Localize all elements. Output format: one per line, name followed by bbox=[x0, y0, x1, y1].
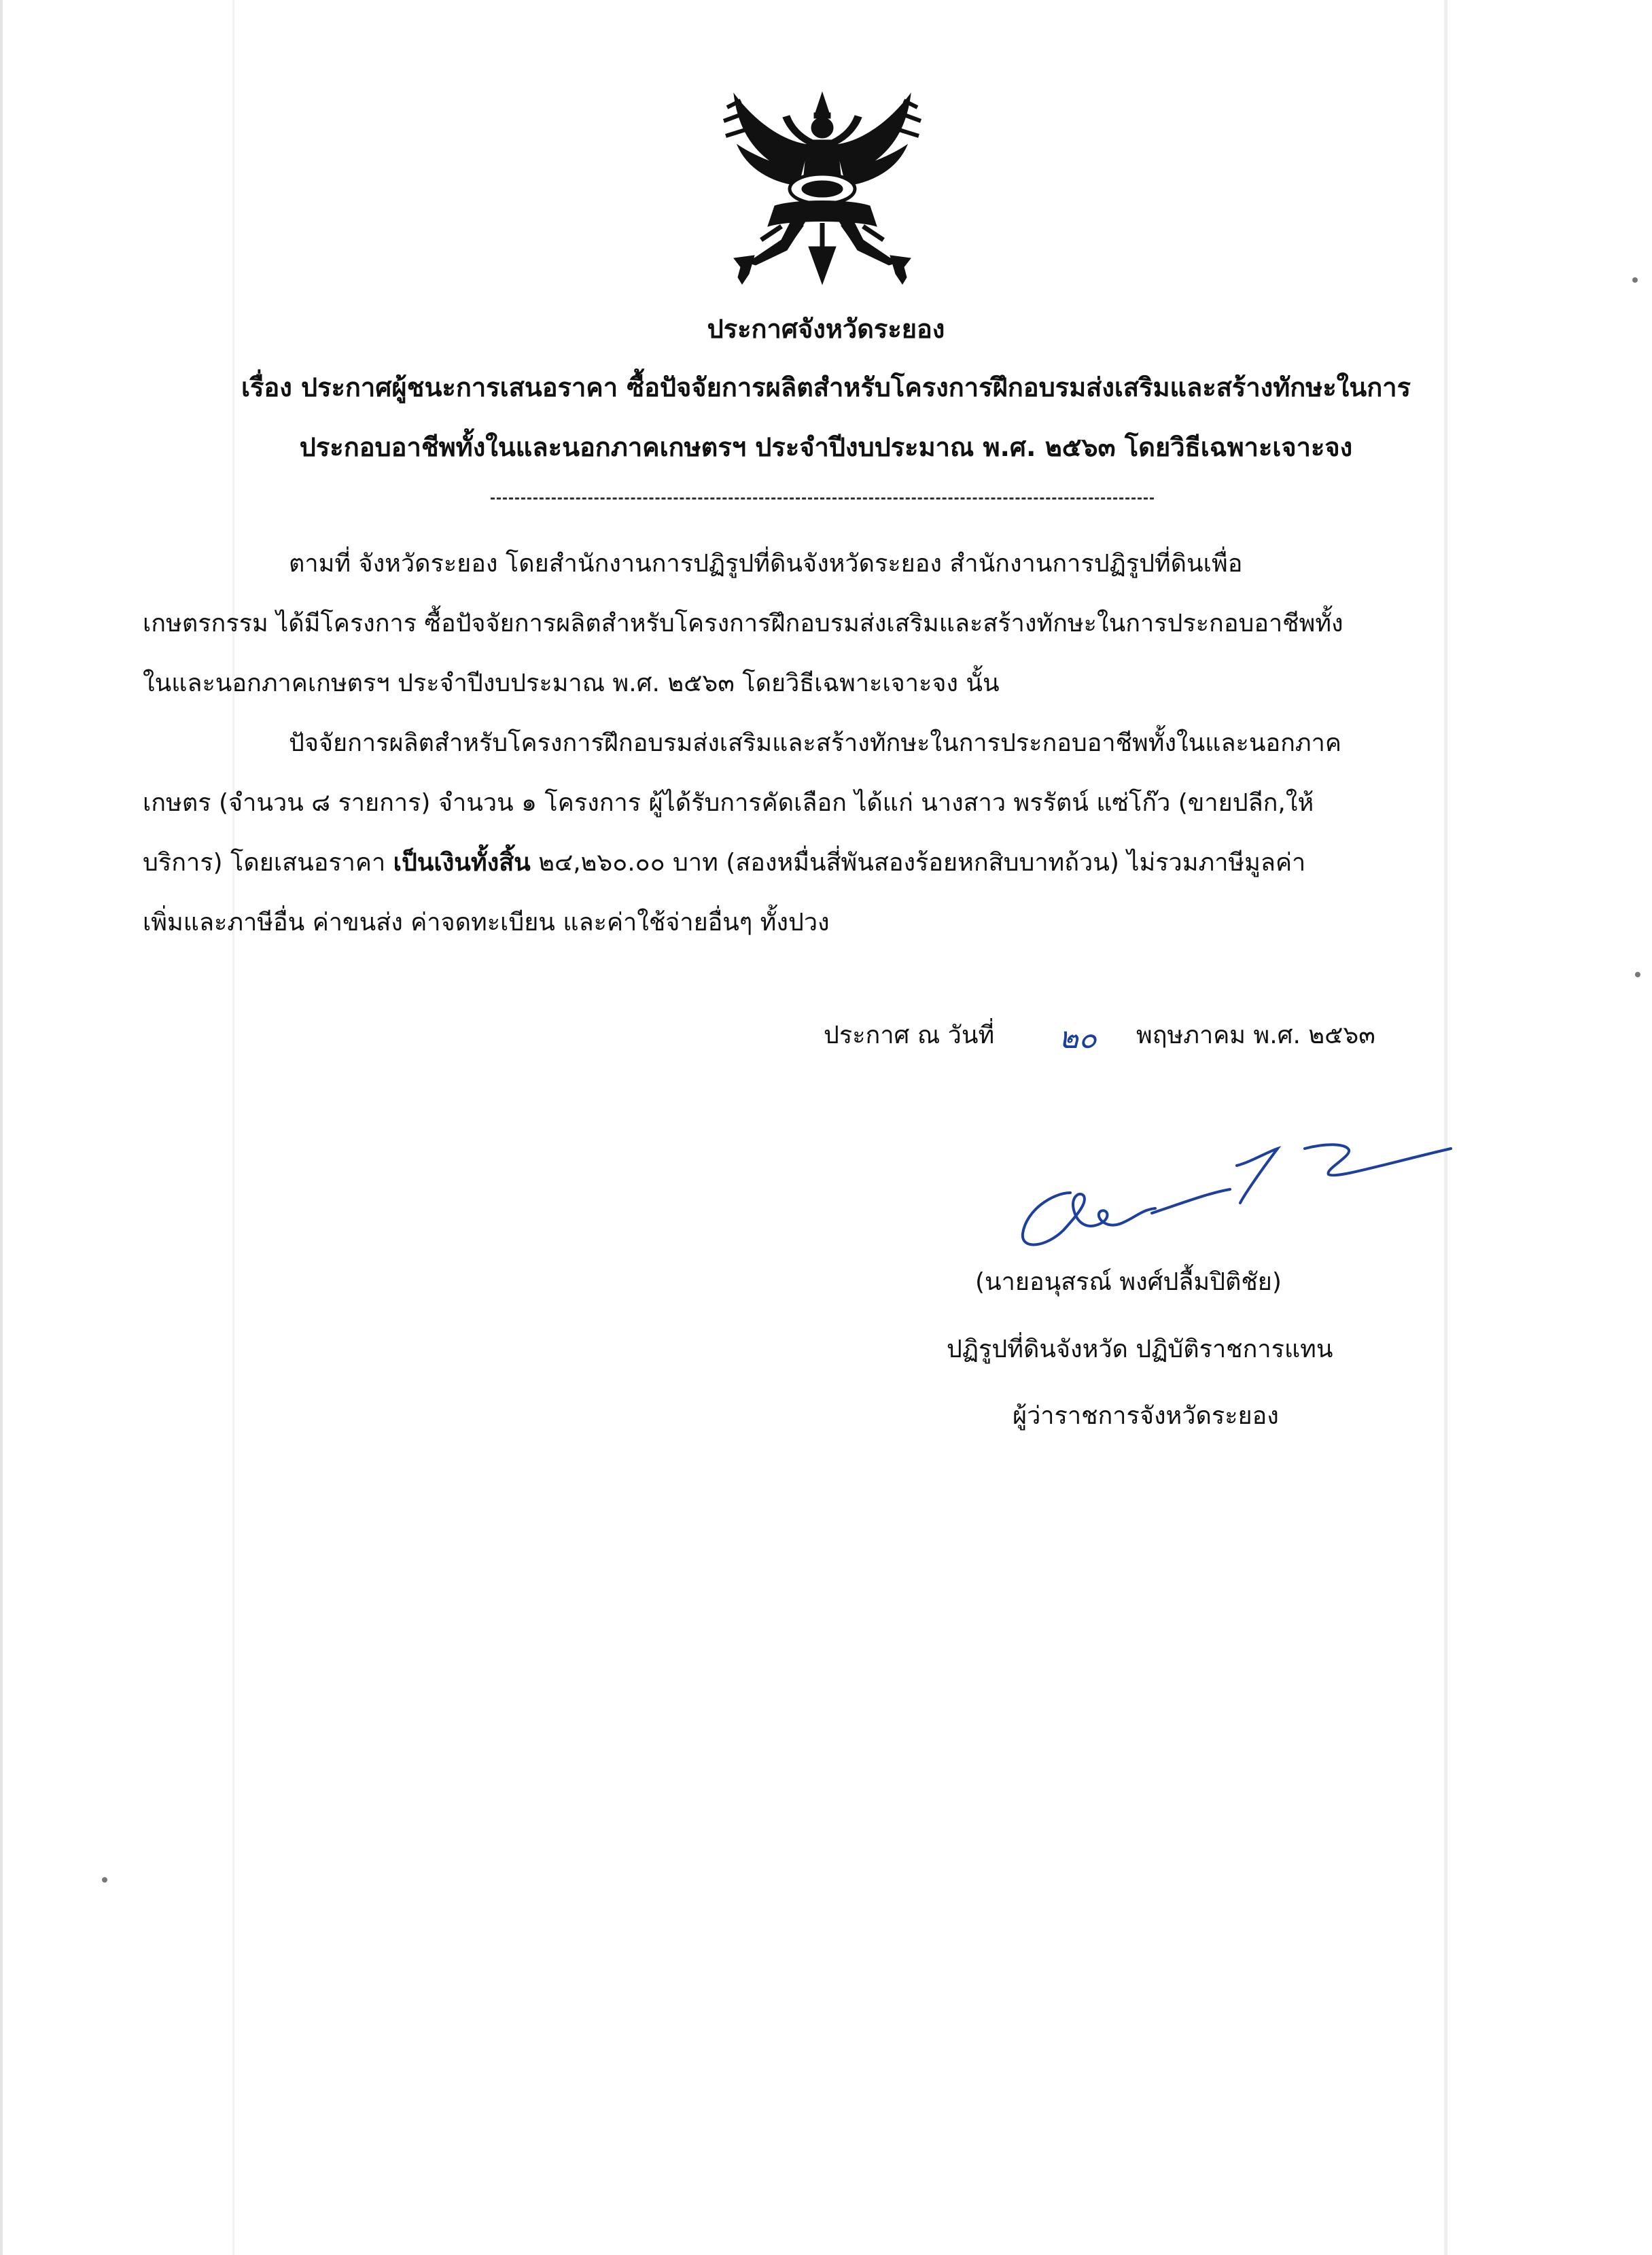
paragraph-1-line: เกษตรกรรม ได้มีโครงการ ซื้อปัจจัยการผลิตสำหรับโครงการฝึกอบรมส่งเสริมและสร้างทักษะในการประกอบอาชีพทั้ง bbox=[143, 610, 1343, 637]
total-amount-label: เป็นเงินทั้งสิ้น bbox=[393, 849, 531, 877]
dashed-separator bbox=[491, 497, 1154, 500]
paragraph-1-line: ตามที่ จังหวัดระยอง โดยสำนักงานการปฏิรูปที่ดินจังหวัดระยอง สำนักงานการปฏิรูปที่ดินเพื่อ bbox=[289, 550, 1243, 578]
subject-line-1: เรื่อง ประกาศผู้ชนะการเสนอราคา ซื้อปัจจัยการผลิตสำหรับโครงการฝึกอบรมส่งเสริมและสร้างทักษะในการ bbox=[241, 372, 1411, 402]
paragraph-2-line bbox=[143, 848, 1305, 877]
paragraph-2-text: บริการ) โดยเสนอราคา bbox=[143, 849, 393, 877]
garuda-emblem-icon bbox=[707, 80, 938, 294]
signatory-name: (นายอนุสรณ์ พงศ์ปลื้มปิติชัย) bbox=[975, 1268, 1282, 1296]
signature-icon bbox=[1006, 1128, 1454, 1264]
handwritten-day: ๒๐ bbox=[1059, 1021, 1097, 1055]
signatory-position: ปฏิรูปที่ดินจังหวัด ปฏิบัติราชการแทน bbox=[947, 1335, 1333, 1363]
paragraph-1-line: ในและนอกภาคเกษตรฯ ประจำปีงบประมาณ พ.ศ. ๒๕๖๓ โดยวิธีเฉพาะเจาะจง นั้น bbox=[143, 669, 1000, 697]
scan-speck bbox=[102, 1877, 107, 1883]
scan-speck bbox=[1632, 277, 1638, 283]
paragraph-2-line: เกษตร (จำนวน ๘ รายการ) จำนวน ๑ โครงการ ผู้ได้รับการคัดเลือก ได้แก่ นางสาว พรรัตน์ แซ่โก๊ว (ขายปลีก,ให้ bbox=[143, 789, 1314, 817]
scan-speck bbox=[1635, 972, 1640, 977]
date-month-year: พฤษภาคม พ.ศ. ๒๕๖๓ bbox=[1136, 1021, 1375, 1049]
subject-line-2: ประกอบอาชีพทั้งในและนอกภาคเกษตรฯ ประจำปีงบประมาณ พ.ศ. ๒๕๖๓ โดยวิธีเฉพาะเจาะจง bbox=[299, 432, 1353, 462]
document-title: ประกาศจังหวัดระยอง bbox=[707, 314, 945, 344]
paragraph-2-text: ๒๔,๒๖๐.๐๐ บาท (สองหมื่นสี่พันสองร้อยหกสิบบาทถ้วน) ไม่รวมภาษีมูลค่า bbox=[530, 849, 1306, 877]
date-prefix: ประกาศ ณ วันที่ bbox=[824, 1021, 995, 1049]
paragraph-2-line: ปัจจัยการผลิตสำหรับโครงการฝึกอบรมส่งเสริมและสร้างทักษะในการประกอบอาชีพทั้งในและนอกภาค bbox=[289, 729, 1341, 757]
signatory-position: ผู้ว่าราชการจังหวัดระยอง bbox=[1013, 1402, 1279, 1430]
paragraph-2-line: เพิ่มและภาษีอื่น ค่าขนส่ง ค่าจดทะเบียน และค่าใช้จ่ายอื่นๆ ทั้งปวง bbox=[143, 909, 830, 937]
